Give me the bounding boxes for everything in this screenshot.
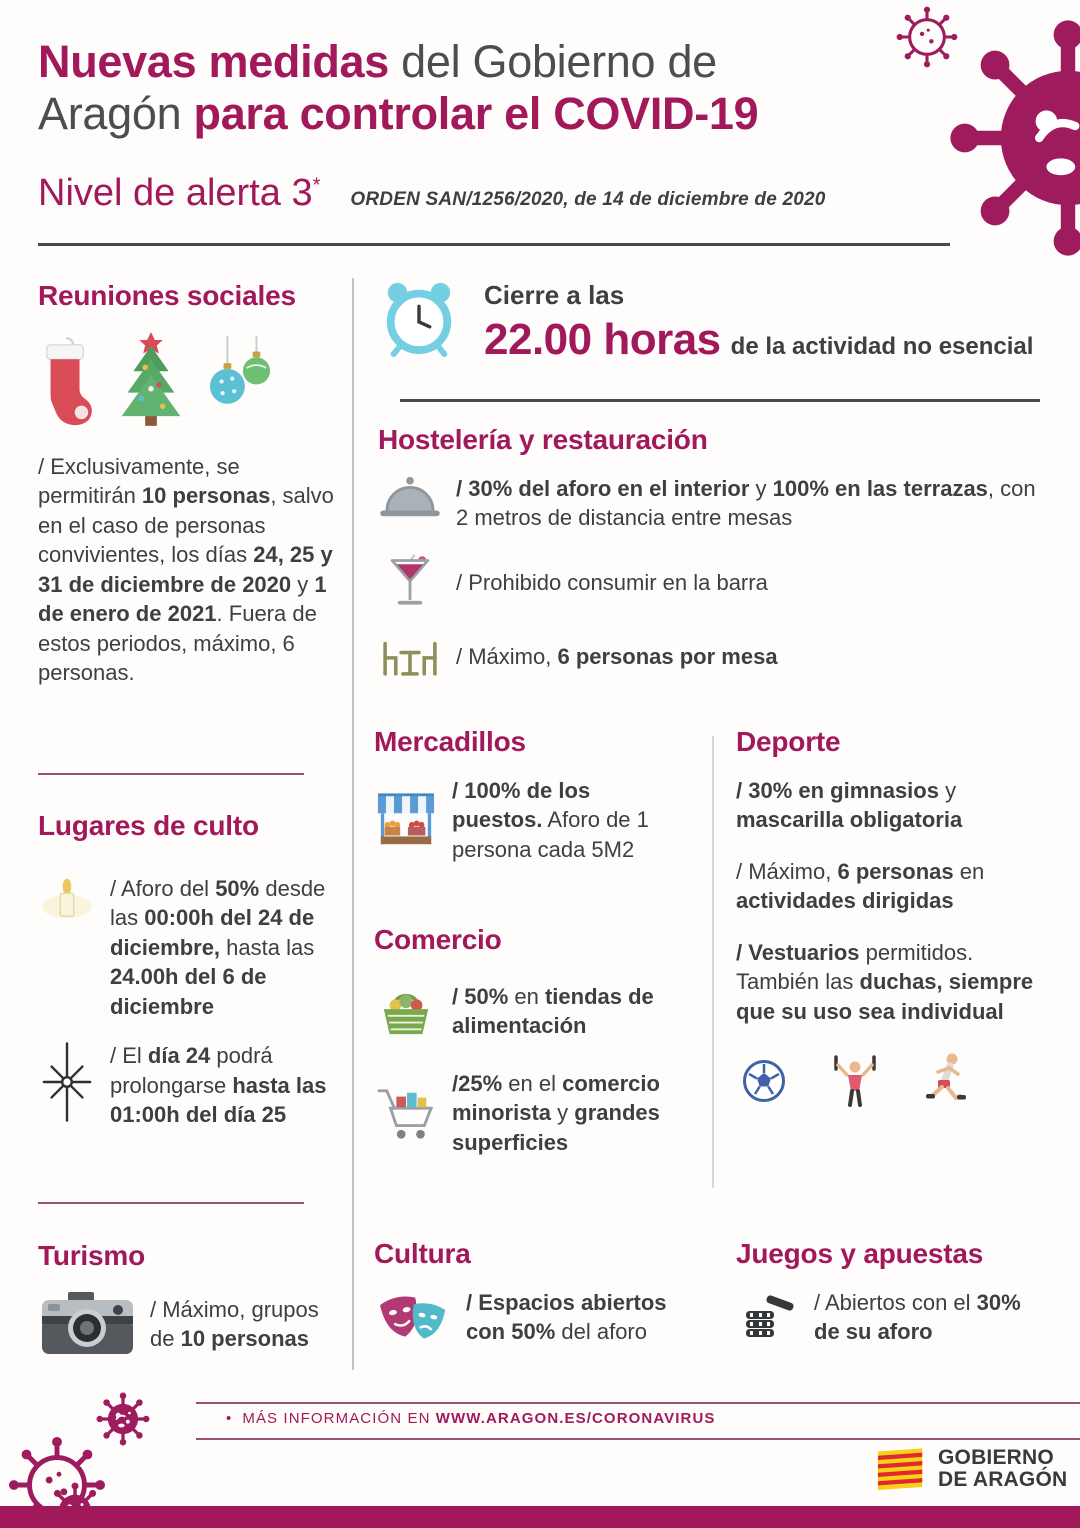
section-mercadillos	[374, 726, 686, 884]
comercio-text-1: / 50% en tiendas de alimentación	[452, 984, 654, 1039]
bottom-bar	[0, 1506, 1080, 1528]
cocktail-icon	[378, 553, 442, 613]
christmas-icons-row	[38, 330, 338, 428]
column-divider	[712, 736, 714, 1188]
christmas-tree-icon	[110, 330, 192, 428]
culto-text-1: / Aforo del 50% desde las 00:00h del 24 de diciembre, hasta las 24.00h del 6 de diciembre	[110, 876, 326, 1019]
coronavirus-icon	[948, 18, 1080, 258]
more-info-row	[226, 1410, 716, 1427]
header-divider	[38, 243, 950, 246]
section-cultura	[374, 1238, 706, 1367]
footer-divider-top	[196, 1402, 1080, 1404]
alarm-clock-icon	[380, 278, 458, 360]
basket-icon	[374, 984, 438, 1038]
footer-divider-bottom	[196, 1438, 1080, 1440]
bullet-icon: •	[226, 1410, 233, 1427]
christmas-stocking-icon	[38, 336, 94, 428]
ornaments-icon	[208, 336, 272, 428]
juegos-item	[736, 1288, 1050, 1347]
deporte-text-2: / Máximo, 6 personas en actividades dirigidas	[736, 858, 985, 914]
closure-text	[484, 278, 1033, 365]
mercadillos-text: / 100% de los puestos. Aforo de 1 persona cada 5M2	[452, 778, 649, 862]
section-title-hosteleria: Hostelería y restauración	[378, 424, 708, 455]
logo-text: GOBIERNO DE ARAGÓN	[938, 1445, 1068, 1491]
more-info-text: MÁS INFORMACIÓN EN WWW.ARAGON.ES/CORONAVIRUS	[242, 1410, 716, 1427]
reuniones-text: / Exclusivamente, se permitirán 10 personas, salvo en el caso de personas convivientes, los días 24, 25 y 31 de diciembre de 2020 y 1 de enero de 2021. Fuera de estos periodos, máximo, 6 personas.	[38, 454, 334, 686]
star-icon	[38, 1041, 96, 1123]
comercio-item-minorista	[374, 1069, 706, 1157]
closure-banner	[380, 278, 1033, 365]
section-divider	[38, 773, 304, 775]
culto-text-2: / El día 24 podrá prolongarse hasta las 01:00h del día 25	[110, 1043, 327, 1128]
section-juegos-apuestas	[736, 1238, 1050, 1367]
section-title-turismo: Turismo	[38, 1240, 145, 1271]
hosteleria-text-2: / Prohibido consumir en la barra	[456, 570, 768, 596]
turismo-text: / Máximo, grupos de 10 personas	[150, 1296, 319, 1351]
section-title-reuniones: Reuniones sociales	[38, 280, 296, 311]
section-turismo	[38, 1240, 344, 1378]
culto-item-dia24	[38, 1041, 340, 1129]
hosteleria-item-mesa	[378, 633, 1042, 681]
cart-icon	[374, 1085, 438, 1141]
section-hosteleria	[378, 424, 1042, 701]
turismo-item	[38, 1290, 344, 1358]
sports-icons-row	[736, 1052, 1050, 1110]
closure-rest: de la actividad no esencial	[730, 333, 1034, 360]
soccer-ball-icon	[742, 1059, 786, 1103]
aragon-flag-icon	[876, 1446, 928, 1492]
cultura-text: / Espacios abiertos con 50% del aforo	[466, 1290, 667, 1345]
hosteleria-text-1: / 30% del aforo en el interior y 100% en las terrazas, con 2 metros de distancia entre mesas	[456, 476, 1036, 531]
masks-icon	[374, 1289, 452, 1345]
juegos-text: / Abiertos con el 30% de su aforo	[814, 1290, 1021, 1345]
section-comercio	[374, 924, 706, 1177]
comercio-text-2: /25% en el comercio minorista y grandes superficies	[452, 1070, 660, 1155]
hosteleria-text-3: / Máximo, 6 personas por mesa	[456, 644, 778, 670]
deporte-text-3: / Vestuarios permitidos. También las duchas, siempre que su uso sea individual	[736, 939, 1034, 1024]
cultura-item	[374, 1288, 706, 1347]
section-title-deporte: Deporte	[736, 726, 841, 757]
gobierno-aragon-logo	[876, 1446, 1067, 1492]
closure-time: 22.00 horas	[484, 315, 721, 364]
weightlifter-icon	[830, 1053, 880, 1109]
hosteleria-item-aforo	[378, 474, 1042, 533]
hosteleria-item-barra	[378, 553, 1042, 613]
section-title-comercio: Comercio	[374, 924, 502, 955]
deporte-text-1: / 30% en gimnasios y mascarilla obligatoria	[736, 778, 963, 833]
section-reuniones-sociales	[38, 280, 338, 688]
tables-icon	[378, 633, 442, 681]
closure-divider	[400, 399, 1040, 402]
culto-item-aforo	[38, 874, 340, 1021]
section-divider	[38, 1202, 304, 1204]
column-divider	[352, 278, 354, 1370]
comercio-item-alimentacion	[374, 982, 706, 1041]
closure-intro: Cierre a las	[484, 280, 625, 310]
section-deporte	[736, 726, 1050, 1110]
section-title-juegos: Juegos y apuestas	[736, 1238, 984, 1269]
candle-icon	[38, 874, 96, 922]
section-title-mercadillos: Mercadillos	[374, 726, 526, 757]
order-reference: ORDEN SAN/1256/2020, de 14 de diciembre de 2020	[350, 189, 826, 210]
alert-level: Nivel de alerta 3*	[38, 172, 321, 214]
runner-icon	[924, 1052, 970, 1110]
page-title: Nuevas medidas del Gobierno de Aragón para controlar el COVID-19	[38, 36, 759, 140]
section-title-culto: Lugares de culto	[38, 810, 259, 841]
section-title-cultura: Cultura	[374, 1238, 471, 1269]
poker-chips-icon	[736, 1291, 800, 1343]
camera-icon	[38, 1290, 136, 1358]
cloche-icon	[378, 474, 442, 522]
coronavirus-url[interactable]: WWW.ARAGON.ES/CORONAVIRUS	[435, 1410, 716, 1427]
market-stall-icon	[374, 790, 438, 850]
alert-level-row	[38, 172, 826, 215]
mercadillos-item	[374, 776, 686, 864]
section-lugares-de-culto	[38, 810, 340, 1150]
